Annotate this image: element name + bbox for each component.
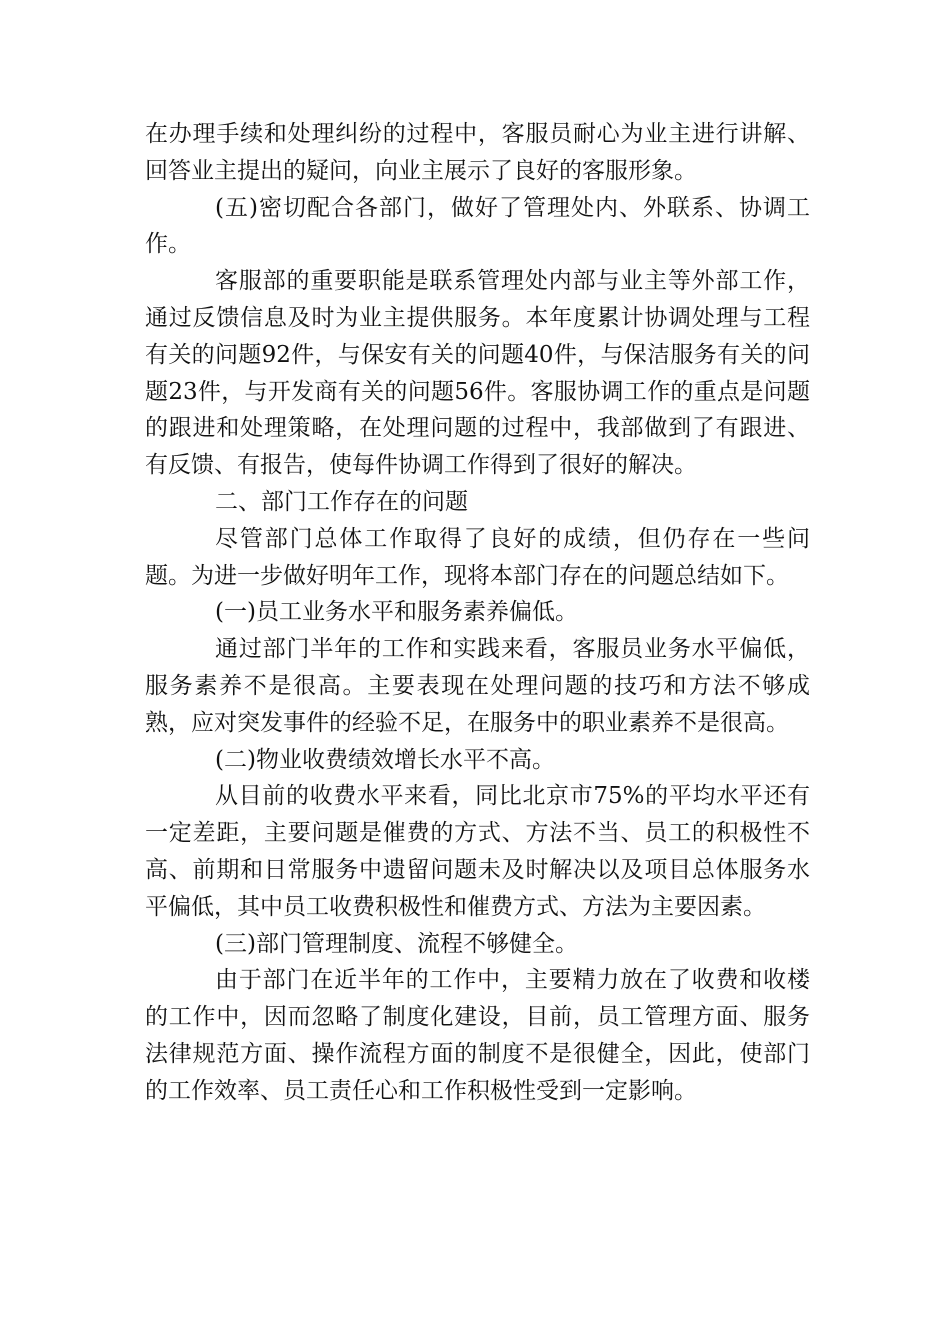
paragraph-fee-collection: 从目前的收费水平来看，同比北京市75%的平均水平还有一定差距，主要问题是催费的方式、方法不当、员工的积极性不高、前期和日常服务中遗留问题未及时解决以及项目总体服务水平偏低，其中员工收费积极性和催费方式、方法为主要因素。 <box>145 783 810 920</box>
heading-coordination: (五)密切配合各部门，做好了管理处内、外联系、协调工作。 <box>145 194 810 258</box>
paragraph-management-system: 由于部门在近半年的工作中，主要精力放在了收费和收楼的工作中，因而忽略了制度化建设，目前，员工管理方面、服务法律规范方面、操作流程方面的制度不是很健全，因此，使部门的工作效率、员工责任心和工作积极性受到一定影响。 <box>145 967 810 1104</box>
heading-staff-skills: (一)员工业务水平和服务素养偏低。 <box>215 599 578 626</box>
paragraph-customer-image: 在办理手续和处理纠纷的过程中，客服员耐心为业主进行讲解、回答业主提出的疑问，向业主展示了良好的客服形象。 <box>145 121 810 184</box>
paragraph-staff-skills: 通过部门半年的工作和实践来看，客服员业务水平偏低，服务素养不是很高。主要表现在处理问题的技巧和方法不够成熟，应对突发事件的经验不足，在服务中的职业素养不是很高。 <box>145 636 810 736</box>
heading-management-system: (三)部门管理制度、流程不够健全。 <box>215 930 578 957</box>
section-heading-problems: 二、部门工作存在的问题 <box>215 488 468 515</box>
heading-fee-collection: (二)物业收费绩效增长水平不高。 <box>215 746 555 773</box>
paragraph-problems-intro: 尽管部门总体工作取得了良好的成绩，但仍存在一些问题。为进一步做好明年工作，现将本部门存在的问题总结如下。 <box>145 525 810 589</box>
document-body <box>145 116 810 1110</box>
paragraph-coordination: 客服部的重要职能是联系管理处内部与业主等外部工作，通过反馈信息及时为业主提供服务。本年度累计协调处理与工程有关的问题92件，与保安有关的问题40件，与保洁服务有关的问题23件，与开发商有关的问题56件。客服协调工作的重点是问题的跟进和处理策略，在处理问题的过程中，我部做到了有跟进、有反馈、有报告，使每件协调工作得到了很好的解决。 <box>145 268 810 479</box>
